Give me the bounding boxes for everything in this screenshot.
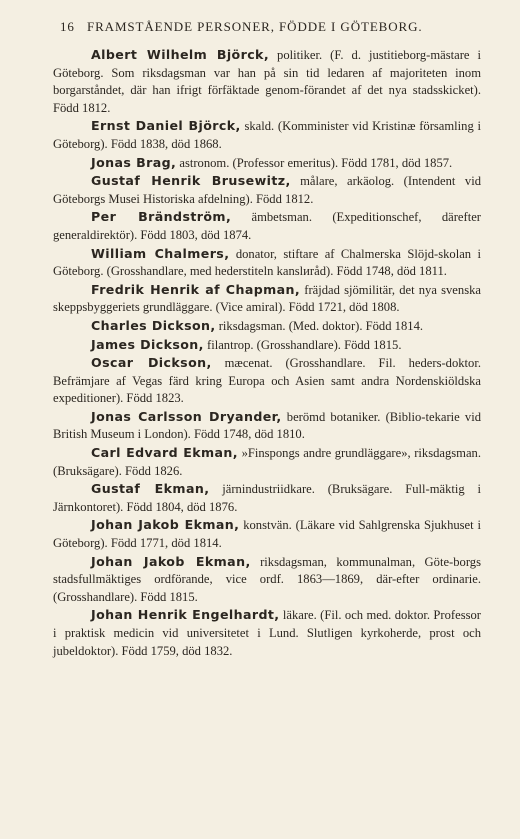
biography-entry <box>53 336 481 355</box>
person-name: Gustaf Ekman, <box>91 481 210 497</box>
person-name: William Chalmers, <box>91 245 230 261</box>
person-name: Fredrik Henrik af Chapman, <box>91 281 301 297</box>
entry-text: donator, stiftare af Chalmerska Slöjd-skolan i Göteborg. (Grosshandlare, med hederstiteln kanslиråd). Född 1748, död 1811. <box>53 246 481 279</box>
entry-text: riksdagsman, kommunalman, Göte-borgs stadsfullmäktiges ordförande, vice ordf. 1863—1869, där-efter ordinarie. (Grosshandlare). Född 1815. <box>53 554 481 604</box>
entry-text: järnindustriidkare. (Bruksägare. Full-mäktig i Järnkontoret). Född 1804, död 1876. <box>53 482 482 514</box>
biography-entry <box>53 172 481 208</box>
person-name: Johan Jakob Ekman, <box>91 553 251 569</box>
person-name: Jonas Carlsson Dryander, <box>91 408 282 424</box>
biography-entry <box>53 480 481 516</box>
running-title: FRAMSTÅENDE PERSONER, FÖDDE I GÖTEBORG. <box>86 19 423 34</box>
person-name: Albert Wilhelm Björck, <box>91 47 270 62</box>
biography-entry <box>53 245 481 281</box>
person-name: Charles Dickson, <box>91 317 216 333</box>
person-name: Jonas Brag, <box>91 154 177 170</box>
entry-text: politiker. (F. d. justitieborg-mästare i Göteborg. Som riksdagsman var han på sin tid ledaren af majoriteten inom borgarståndet, där han ifrigt förfäktade genom-förandet af det nya stadsskicket). Född 1812. <box>53 48 481 115</box>
biography-entry <box>53 444 481 480</box>
person-name: Johan Henrik Engelhardt, <box>91 607 280 623</box>
entry-text: astronom. (Professor emeritus). Född 1781, död 1857. <box>179 155 453 170</box>
entry-text: målare, arkäolog. (Intendent vid Göteborgs Musei Historiska afdelning). Född 1812. <box>53 174 481 206</box>
entry-text: skald. (Komminister vid Kristinæ församling i Göteborg). Född 1838, död 1868. <box>53 119 482 151</box>
biography-entry <box>53 281 481 317</box>
person-name: Per Brändström, <box>91 209 232 225</box>
entry-text: ämbetsman. (Expeditionschef, därefter generaldirektör). Född 1803, död 1874. <box>53 210 481 242</box>
entry-text: filantrop. (Grosshandlare). Född 1815. <box>207 337 402 352</box>
biography-entry <box>53 516 481 552</box>
person-name: Ernst Daniel Björck, <box>91 118 241 134</box>
biography-entry <box>53 553 481 607</box>
biography-entry <box>53 208 481 244</box>
entry-text: »Finspongs andre grundläggare», riksdagsman. (Bruksägare). Född 1826. <box>53 446 482 478</box>
biography-entry <box>53 117 481 153</box>
biography-entry <box>53 317 481 336</box>
biography-entry <box>53 408 481 444</box>
running-header <box>60 19 480 35</box>
entry-text: läkare. (Fil. och med. doktor. Professor i praktisk medicin vid universitetet i Lund. Slutligen kyrkoherde, prost och jubeldoktor). Född 1759, död 1832. <box>53 608 481 658</box>
person-name: Johan Jakob Ekman, <box>91 517 240 533</box>
page-number: 16 <box>60 19 75 34</box>
biography-entry <box>53 154 481 173</box>
biography-entry <box>53 354 481 408</box>
entry-text: riksdagsman. (Med. doktor). Född 1814. <box>218 318 424 333</box>
biography-entry <box>53 606 481 660</box>
entry-text: konstvän. (Läkare vid Sahlgrenska Sjukhuset i Göteborg). Född 1771, död 1814. <box>53 518 481 551</box>
person-name: James Dickson, <box>91 336 204 352</box>
entry-text: mæcenat. (Grosshandlare. Fil. heders-doktor. Befrämjare af Vegas färd kring Europa och Asien samt andra Nordenskiöldska expeditioner). Född 1823. <box>53 356 481 406</box>
person-name: Oscar Dickson, <box>91 355 212 371</box>
entry-text: fräjdad sjömilitär, det nya svenska skeppsbyggeriets grundläggare. (Vice amiral). Född 1721, död 1808. <box>53 282 481 315</box>
biography-entry <box>53 46 481 117</box>
person-name: Gustaf Henrik Brusewitz, <box>91 173 291 189</box>
person-name: Carl Edvard Ekman, <box>91 445 238 461</box>
entry-list <box>53 46 481 660</box>
entry-text: berömd botaniker. (Biblio-tekarie vid British Museum i London). Född 1748, död 1810. <box>53 409 481 442</box>
